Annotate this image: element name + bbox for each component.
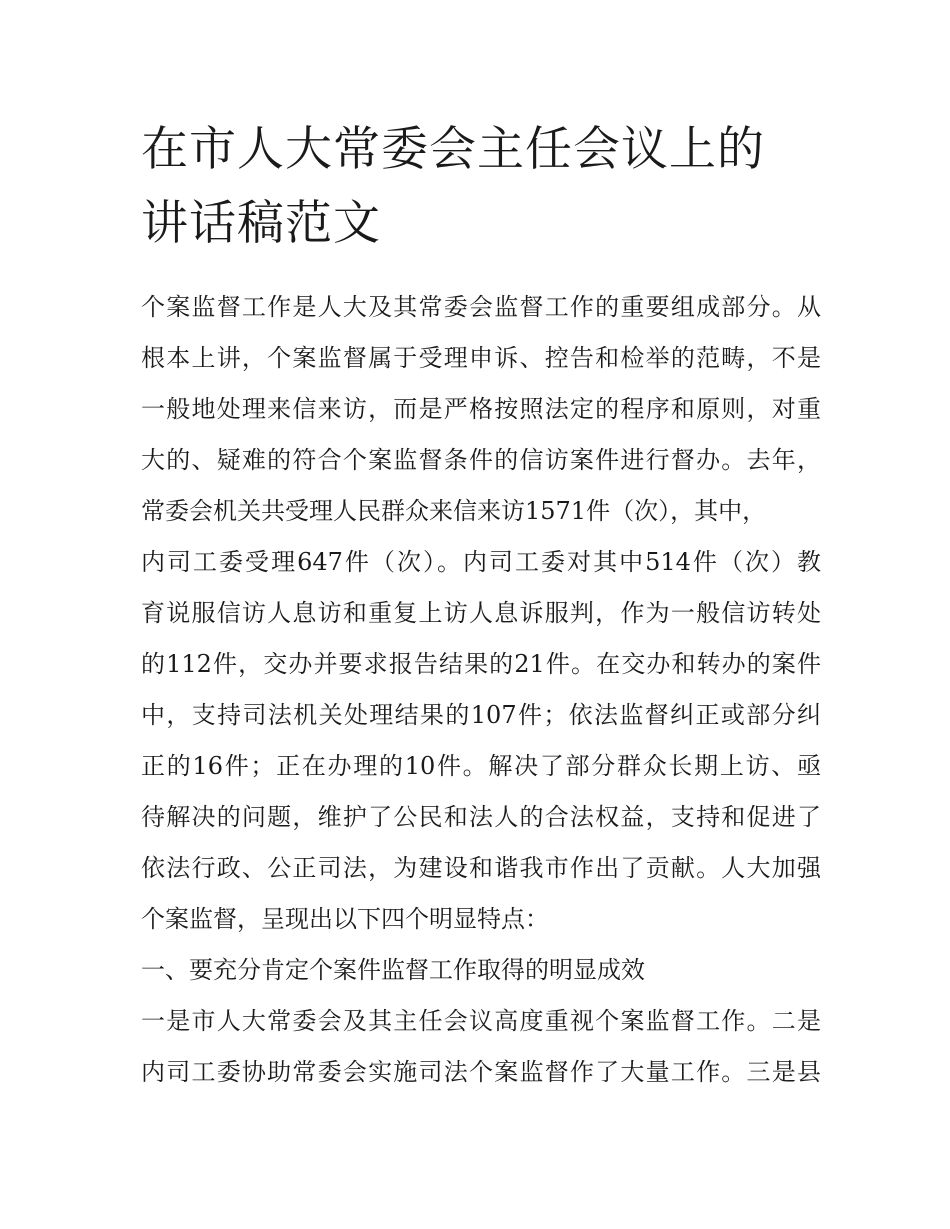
- title-line: 讲话稿范文: [141, 196, 381, 251]
- body-line: 个案监督工作是人大及其常委会监督工作的重要组成部分。从: [141, 293, 821, 321]
- title-line: 在市人大常委会主任会议上的: [141, 122, 765, 177]
- body-line: 中，支持司法机关处理结果的107件；依法监督纠正或部分纠: [141, 701, 821, 729]
- body-line: 内司工委受理647件（次）。内司工委对其中514件（次）教: [141, 548, 821, 576]
- body-line: 育说服信访人息访和重复上访人息诉服判，作为一般信访转处: [141, 599, 821, 627]
- body-line: 根本上讲，个案监督属于受理申诉、控告和检举的范畴，不是: [141, 344, 821, 372]
- body-line: 的112件，交办并要求报告结果的21件。在交办和转办的案件: [141, 650, 821, 678]
- document-body: [141, 282, 821, 1098]
- body-line: 常委会机关共受理人民群众来信来访1571件（次），其中，: [141, 497, 767, 525]
- body-line: 正的16件；正在办理的10件。解决了部分群众长期上访、亟: [141, 752, 821, 780]
- section-heading: 一、要充分肯定个案件监督工作取得的明显成效: [141, 956, 645, 984]
- body-line: 一是市人大常委会及其主任会议高度重视个案监督工作。二是: [141, 1007, 821, 1035]
- body-line: 待解决的问题，维护了公民和法人的合法权益，支持和促进了: [141, 803, 821, 831]
- body-line: 个案监督，呈现出以下四个明显特点：: [141, 905, 549, 933]
- body-line: 内司工委协助常委会实施司法个案监督作了大量工作。三是县: [141, 1058, 821, 1086]
- body-line: 一般地处理来信来访，而是严格按照法定的程序和原则，对重: [141, 395, 821, 423]
- document-title: [141, 113, 821, 261]
- body-line: 大的、疑难的符合个案监督条件的信访案件进行督办。去年，: [141, 446, 821, 474]
- body-line: 依法行政、公正司法，为建设和谐我市作出了贡献。人大加强: [141, 854, 821, 882]
